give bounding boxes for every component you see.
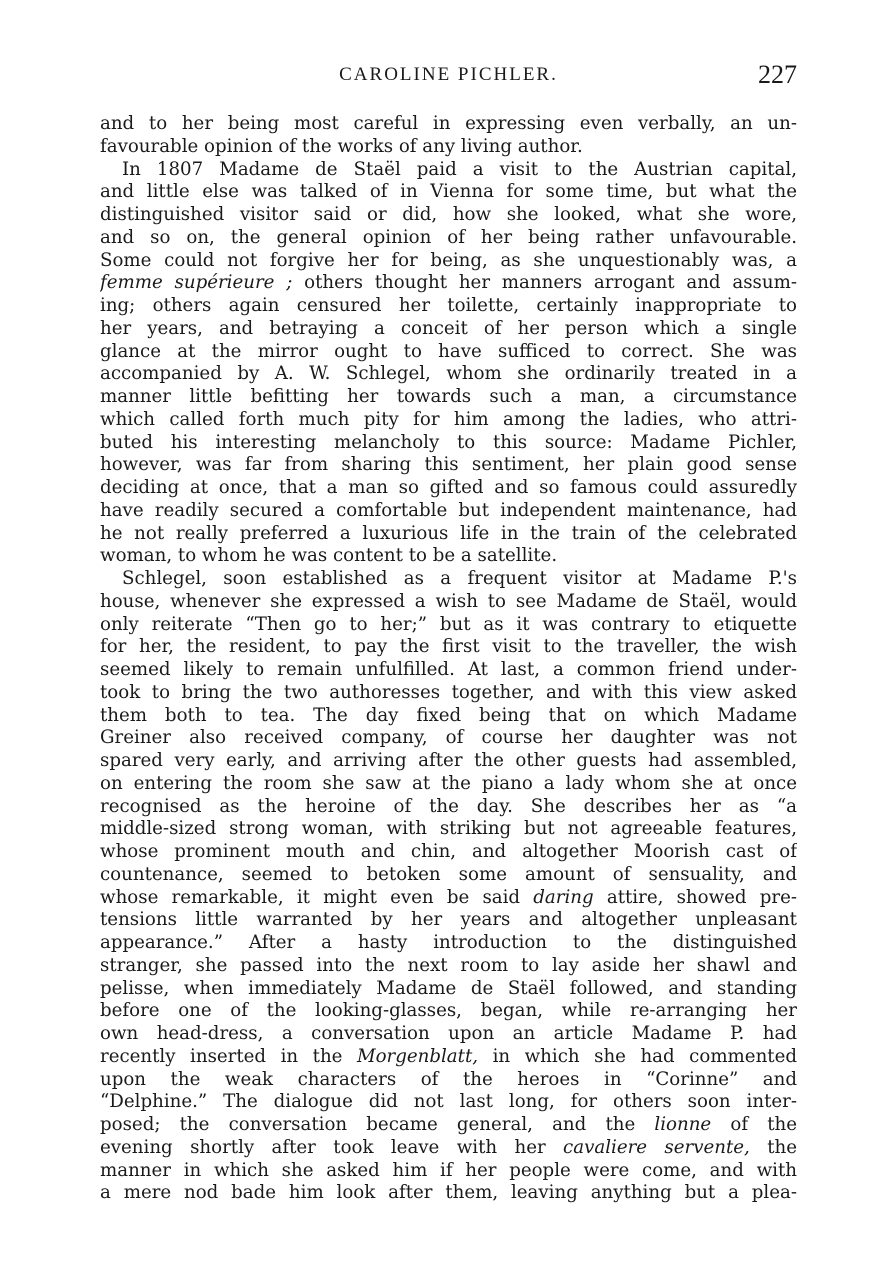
text-line: them both to tea. The day fixed being that on which Madame (100, 704, 797, 726)
text-line: countenance, seemed to betoken some amount of sensuality, and (100, 863, 797, 885)
text-line: he not really preferred a luxurious life in the train of the celebrated (100, 522, 797, 544)
text-line: woman, to whom he was content to be a satellite. (100, 545, 558, 567)
text-line: favourable opinion of the works of any living author. (100, 135, 583, 157)
text-segment: posed; the conversation became general, and the (100, 1114, 655, 1135)
text-line: recognised as the heroine of the day. She describes her as “a (100, 795, 797, 817)
text-line: middle-sized strong woman, with striking but not agreeable features, (100, 818, 797, 840)
page-header (100, 60, 797, 90)
text-line: and to her being most careful in expressing even verbally, an un- (100, 113, 797, 134)
text-line: her years, and betraying a conceit of her person which a single (100, 317, 797, 339)
text-line: took to bring the two authoresses together, and with this view asked (100, 681, 797, 703)
text-line: deciding at once, that a man so gifted and so famous could assuredly (100, 477, 797, 498)
text-line: tensions little warranted by her years and altogether unpleasant (100, 909, 797, 931)
running-head: CAROLINE PICHLER. (339, 64, 558, 85)
body-text (100, 113, 797, 1205)
text-line: and little else was talked of in Vienna for some time, but what the (100, 181, 797, 203)
text-line (100, 1046, 797, 1069)
page-number: 227 (758, 60, 797, 89)
text-line: which called forth much pity for him among the ladies, who attri- (100, 408, 797, 430)
text-line: seemed likely to remain unfulfilled. At last, a common friend under- (100, 659, 797, 680)
text-line: spared very early, and arriving after the other guests had assembled, (100, 750, 797, 771)
text-line: house, whenever she expressed a wish to see Madame de Staël, would (100, 590, 797, 612)
text-line: however, was far from sharing this sentiment, her plain good sense (100, 454, 797, 476)
text-segment: the (749, 1136, 797, 1158)
text-line: own head-dress, a conversation upon an article Madame P. had (100, 1023, 797, 1044)
text-line: upon the weak characters of the heroes in “Corinne” and (100, 1068, 797, 1090)
text-segment: in which she had commented (478, 1045, 797, 1067)
text-segment: evening shortly after took leave with her (100, 1136, 564, 1158)
foreign-phrase: cavaliere servente, (563, 1136, 750, 1158)
text-line: buted his interesting melancholy to this source: Madame Pichler, (100, 431, 797, 453)
text-line: In 1807 Madame de Staël paid a visit to the Austrian capital, (122, 158, 797, 180)
foreign-phrase: femme supérieure ; (100, 272, 293, 294)
text-line: only reiterate “Then go to her;” but as it was contrary to etiquette (100, 613, 797, 635)
text-segment: whose remarkable, it might even be said (100, 886, 534, 908)
text-line (100, 1114, 797, 1137)
text-line (100, 1137, 797, 1160)
text-line: on entering the room she saw at the piano a lady whom she at once (100, 772, 797, 794)
text-line: Greiner also received company, of course her daughter was not (100, 727, 797, 749)
text-line: and so on, the general opinion of her being rather unfavourable. (100, 226, 797, 248)
text-line: a mere nod bade him look after them, leaving anything but a plea- (100, 1182, 797, 1204)
text-line: before one of the looking-glasses, began, while re-arranging her (100, 1000, 797, 1022)
text-line: appearance.” After a hasty introduction to the distinguished (100, 932, 797, 953)
text-line (100, 887, 797, 910)
text-line: Some could not forgive her for being, as she unquestionably was, a (100, 249, 797, 271)
text-line: glance at the mirror ought to have sufficed to correct. She was (100, 340, 797, 362)
text-segment: recently inserted in the (100, 1045, 357, 1067)
text-line (100, 272, 797, 295)
foreign-word: lionne (654, 1114, 712, 1135)
text-line: manner little befitting her towards such a man, a circumstance (100, 386, 797, 407)
text-line: distinguished visitor said or did, how she looked, what she wore, (100, 204, 797, 225)
emphasis-word: daring (533, 886, 594, 908)
text-line: whose prominent mouth and chin, and altogether Moorish cast of (100, 841, 797, 862)
text-line: ing; others again censured her toilette, certainly inappropriate to (100, 295, 797, 316)
text-segment: of the (711, 1114, 797, 1135)
text-line: “Delphine.” The dialogue did not last long, for others soon inter- (100, 1091, 797, 1113)
text-line: manner in which she asked him if her people were come, and with (100, 1159, 797, 1181)
text-line: for her, the resident, to pay the first visit to the traveller, the wish (100, 636, 797, 658)
text-line: have readily secured a comfortable but independent maintenance, had (100, 499, 797, 521)
periodical-title: Morgenblatt, (356, 1045, 479, 1067)
text-line: stranger, she passed into the next room to lay aside her shawl and (100, 954, 797, 976)
text-line: accompanied by A. W. Schlegel, whom she ordinarily treated in a (100, 363, 797, 385)
text-line: pelisse, when immediately Madame de Staël followed, and standing (100, 977, 797, 999)
text-segment: others thought her manners arrogant and assum- (292, 272, 797, 294)
text-line: Schlegel, soon established as a frequent visitor at Madame P.'s (122, 568, 797, 589)
text-segment: attire, showed pre- (593, 886, 797, 908)
